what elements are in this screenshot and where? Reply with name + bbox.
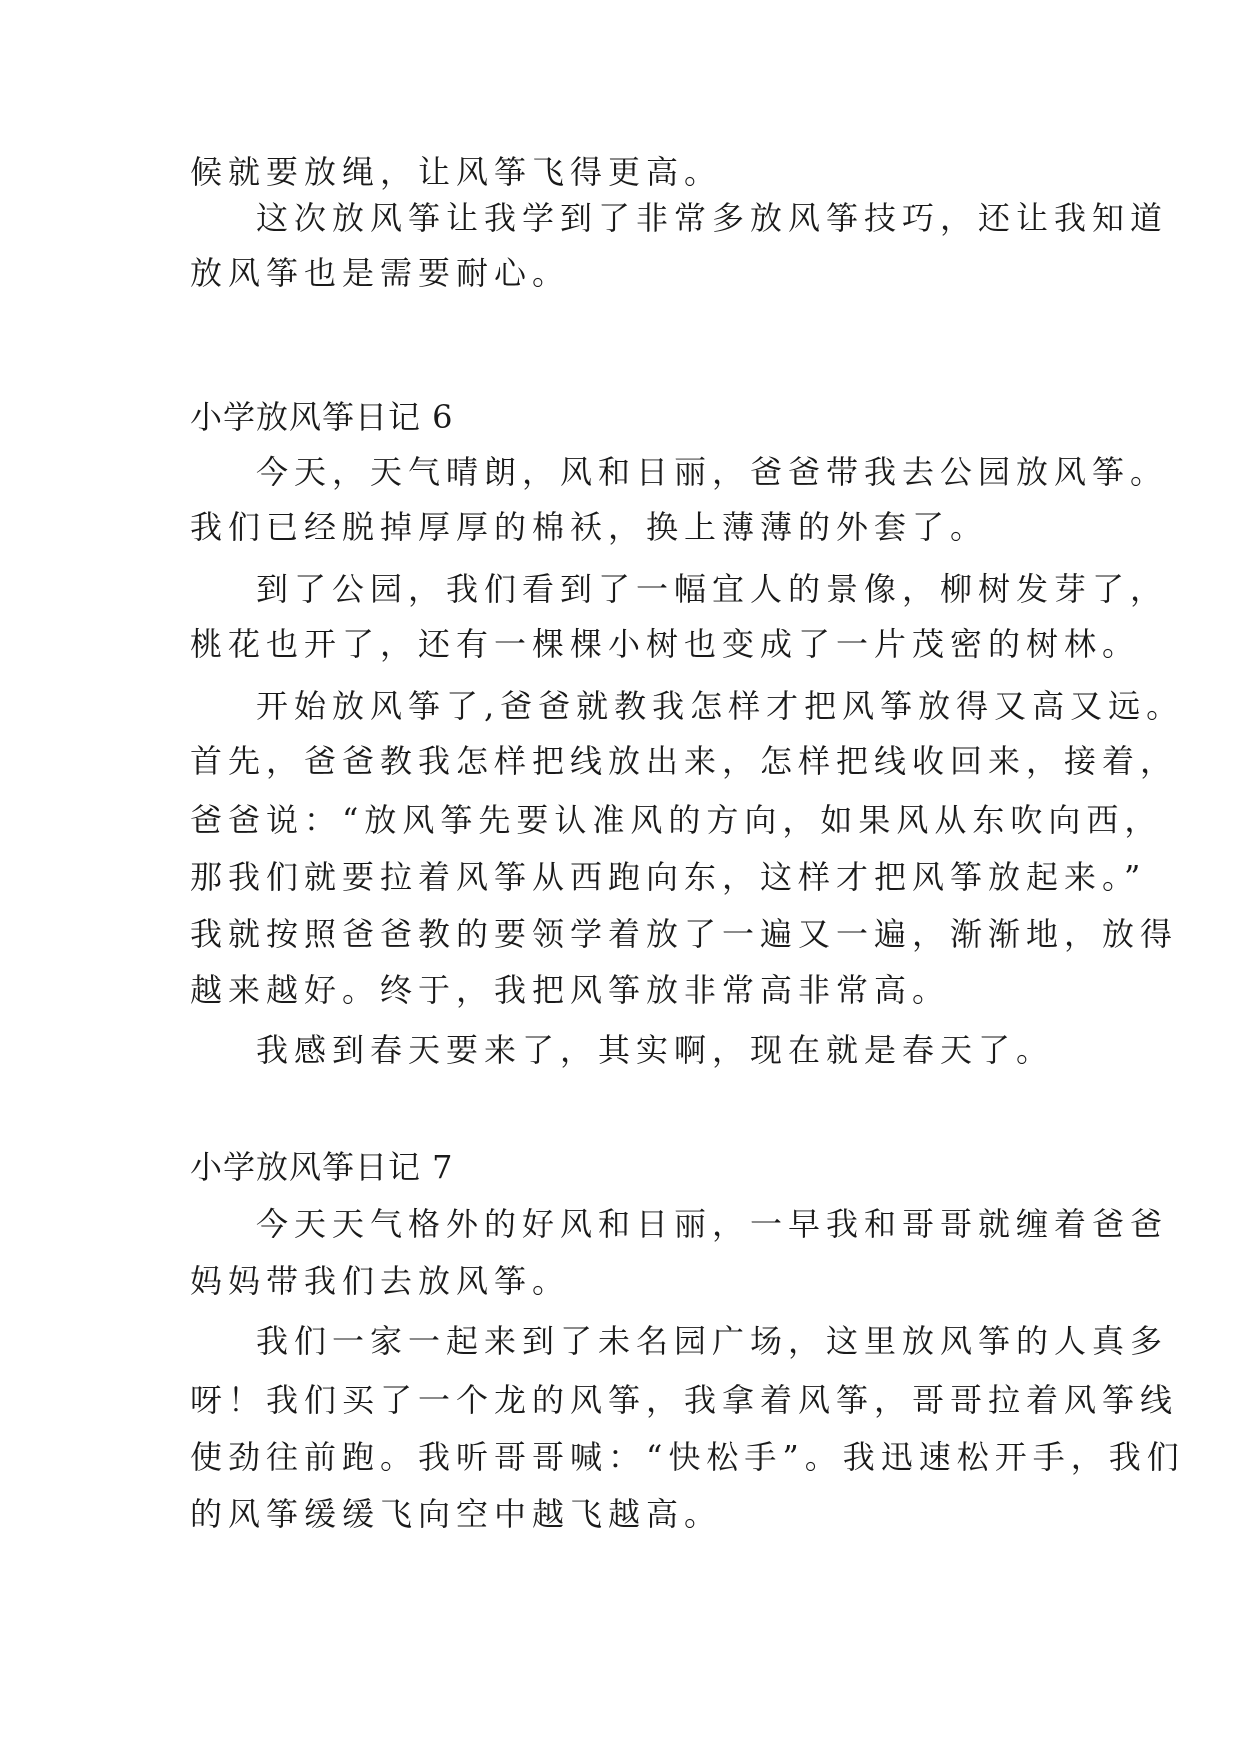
text-line: 首先，爸爸教我怎样把线放出来，怎样把线收回来，接着，: [190, 742, 1179, 780]
text-line: 我们一家一起来到了未名园广场，这里放风筝的人真多: [256, 1322, 1169, 1360]
section-heading: 小学放风筝日记 6: [190, 398, 454, 436]
text-line: 我感到春天要来了，其实啊，现在就是春天了。: [256, 1031, 1055, 1069]
text-line: 呀！我们买了一个龙的风筝，我拿着风筝，哥哥拉着风筝线: [190, 1381, 1179, 1419]
text-line: 这次放风筝让我学到了非常多放风筝技巧，还让我知道: [256, 199, 1169, 237]
text-line: 放风筝也是需要耐心。: [190, 254, 571, 292]
text-line: 我们已经脱掉厚厚的棉袄，换上薄薄的外套了。: [190, 508, 989, 546]
text-line: 爸爸说：“放风筝先要认准风的方向，如果风从东吹向西，: [190, 801, 1163, 839]
text-line: 今天天气格外的好风和日丽，一早我和哥哥就缠着爸爸: [256, 1205, 1169, 1243]
text-line: 那我们就要拉着风筝从西跑向东，这样才把风筝放起来。”: [190, 858, 1147, 896]
section-heading: 小学放风筝日记 7: [190, 1148, 454, 1186]
text-line: 越来越好。终于，我把风筝放非常高非常高。: [190, 971, 951, 1009]
text-line: 今天，天气晴朗，风和日丽，爸爸带我去公园放风筝。: [256, 453, 1169, 491]
text-line: 到了公园，我们看到了一幅宜人的景像，柳树发芽了，: [256, 570, 1169, 608]
text-line: 候就要放绳，让风筝飞得更高。: [190, 153, 723, 191]
text-line: 使劲往前跑。我听哥哥喊：“快松手”。我迅速松开手，我们: [190, 1438, 1185, 1476]
text-line: 的风筝缓缓飞向空中越飞越高。: [190, 1495, 723, 1533]
text-line: 我就按照爸爸教的要领学着放了一遍又一遍，渐渐地，放得: [190, 915, 1179, 953]
text-line: 桃花也开了，还有一棵棵小树也变成了一片茂密的树林。: [190, 625, 1141, 663]
text-line: 开始放风筝了,爸爸就教我怎样才把风筝放得又高又远。: [256, 687, 1185, 725]
text-line: 妈妈带我们去放风筝。: [190, 1262, 571, 1300]
